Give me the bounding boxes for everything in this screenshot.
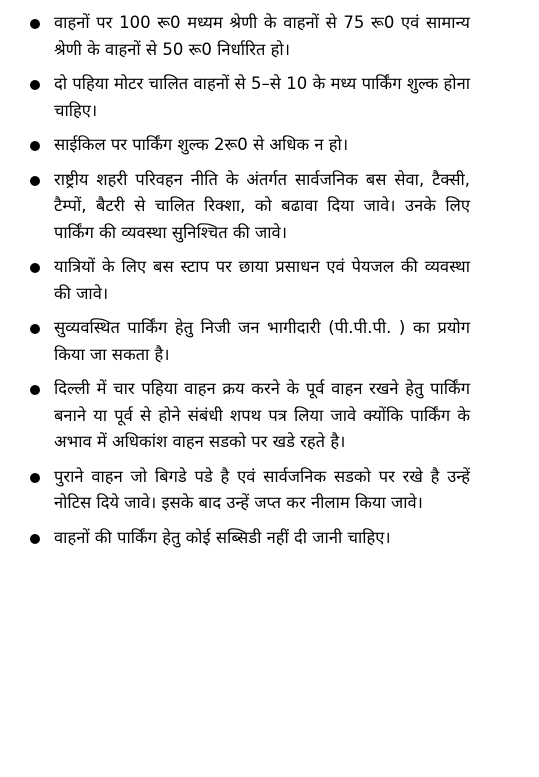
list-item <box>28 132 470 159</box>
list-item <box>28 167 470 247</box>
list-item <box>28 315 470 368</box>
bullet-text: पुराने वाहन जो बिगडे पडे है एवं सार्वजनिक सडको पर रखे है उन्हें नोटिस दिये जावे। इसके बाद उन्हें जप्त कर नीलाम किया जावे। <box>54 466 470 512</box>
bullet-text: यात्रियों के लिए बस स्टाप पर छाया प्रसाधन एवं पेयजल की व्यवस्था की जावे। <box>54 257 470 303</box>
bullet-icon <box>30 473 40 483</box>
list-item <box>28 464 470 517</box>
list-item <box>28 10 470 63</box>
bullet-text: साईकिल पर पार्किंग शुल्क 2रू0 से अधिक न हो। <box>54 135 349 154</box>
bullet-icon <box>30 263 40 273</box>
bullet-text: वाहनों की पार्किंग हेतु कोई सब्सिडी नहीं दी जानी चाहिए। <box>54 527 391 547</box>
bullet-icon <box>30 80 40 90</box>
bullet-text: सुव्यवस्थित पार्किंग हेतु निजी जन भागीदारी (पी.पी.पी. ) का प्रयोग किया जा सकता है। <box>54 318 470 364</box>
bullet-text: दो पहिया मोटर चालित वाहनों से 5–से 10 के मध्य पार्किंग शुल्क होना चाहिए। <box>54 74 470 120</box>
list-item <box>28 71 470 124</box>
bullet-text: राष्ट्रीय शहरी परिवहन नीति के अंतर्गत सार्वजनिक बस सेवा, टैक्सी, टैम्पों, बैटरी से चालित रिक्शा, को बढावा दिया जावे। उनके लिए पार्किंग की व्यवस्था सुनिश्चित की जावे। <box>54 169 470 242</box>
list-item <box>28 376 470 456</box>
bullet-icon <box>30 141 40 151</box>
bullet-text: वाहनों पर 100 रू0 मध्यम श्रेणी के वाहनों से 75 रू0 एवं सामान्य श्रेणी के वाहनों से 50 रू0 निर्धारित हो। <box>54 13 470 59</box>
bullet-list <box>28 10 470 559</box>
list-item <box>28 254 470 307</box>
bullet-text: दिल्ली में चार पहिया वाहन क्रय करने के पूर्व वाहन रखने हेतु पार्किंग बनाने या पूर्व से होने संबंधी शपथ पत्र लिया जावे क्योंकि पार्किंग के अभाव में अधिकांश वाहन सडको पर खडे रहते है। <box>54 379 470 451</box>
bullet-icon <box>30 19 40 29</box>
bullet-icon <box>30 534 40 544</box>
bullet-icon <box>30 324 40 334</box>
bullet-icon <box>30 385 40 395</box>
list-item <box>28 525 470 552</box>
bullet-icon <box>30 176 40 186</box>
